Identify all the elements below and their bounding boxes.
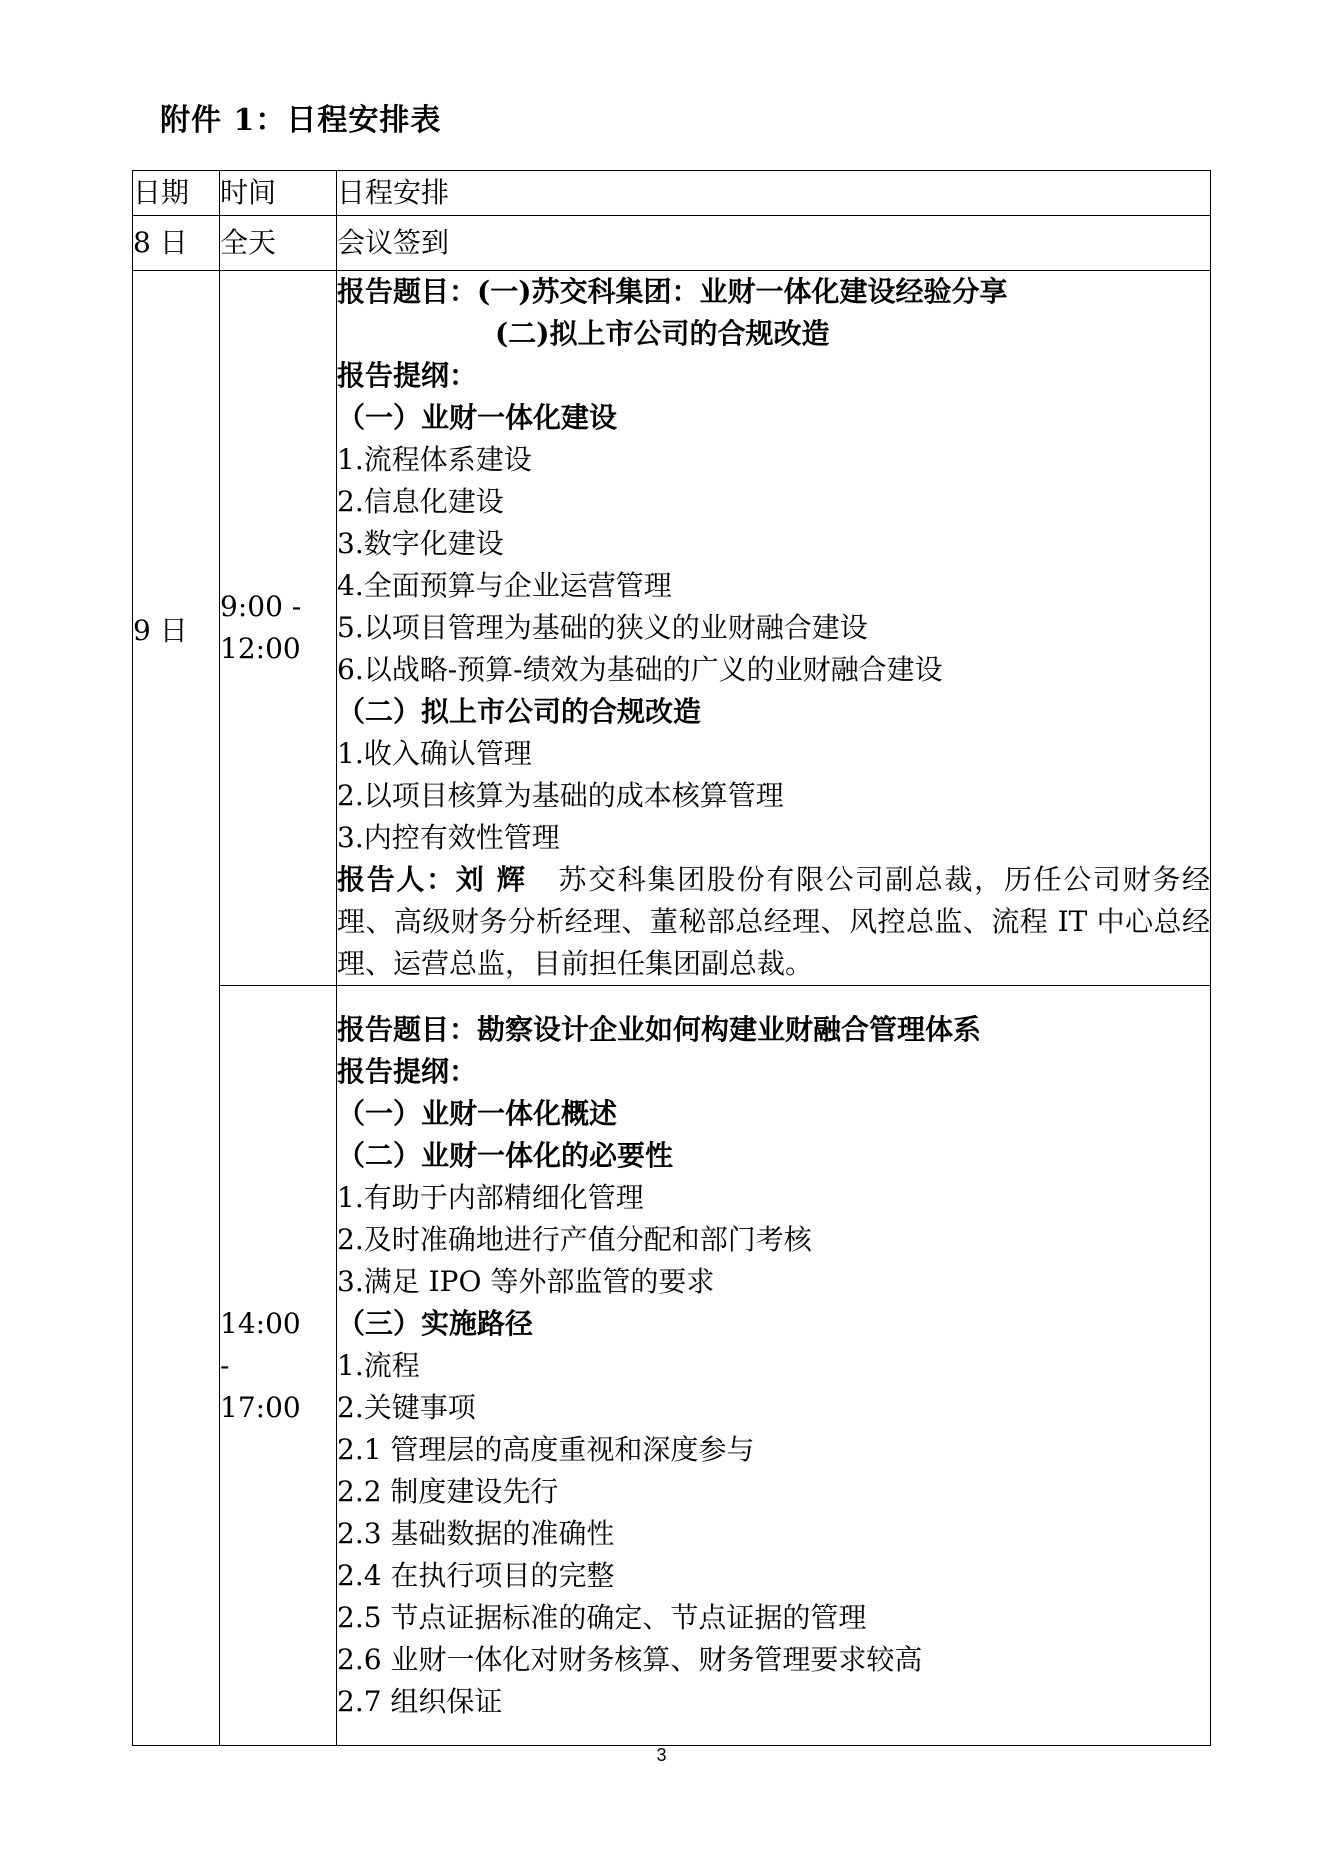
afternoon-section-3: （三）实施路径 xyxy=(337,1306,534,1340)
afternoon-outline-label: 报告提纲： xyxy=(337,1054,478,1088)
list-item: 2.4 在执行项目的完整 xyxy=(337,1558,615,1592)
list-item: 4.全面预算与企业运营管理 xyxy=(337,569,672,602)
table-row-day9-afternoon xyxy=(133,986,1211,1746)
header-schedule: 日程安排 xyxy=(337,171,1211,216)
morning-topic-2: (二)拟上市公司的合规改造 xyxy=(495,317,830,350)
day8-time: 全天 xyxy=(220,216,337,271)
morning-time-end: 12:00 xyxy=(220,632,301,665)
speaker-desc: 苏交科集团股份有限公司副总裁，历任公司财务经理、高级财务分析经理、董秘部总经理、风控总监、流程 IT 中心总经理、运营总监，目前担任集团副总裁。 xyxy=(337,863,1211,980)
day8-date: 8 日 xyxy=(133,216,220,271)
list-item: 6.以战略-预算-绩效为基础的广义的业财融合建设 xyxy=(337,653,943,686)
day9-date: 9 日 xyxy=(133,271,220,1746)
list-item: 2.3 基础数据的准确性 xyxy=(337,1516,615,1550)
afternoon-time-end: 17:00 xyxy=(220,1390,301,1424)
morning-section-2: （二）拟上市公司的合规改造 xyxy=(337,695,702,728)
list-item: 3.数字化建设 xyxy=(337,527,504,560)
page-number: 3 xyxy=(656,1745,667,1765)
list-item: 2.6 业财一体化对财务核算、财务管理要求较高 xyxy=(337,1642,923,1676)
day8-content: 会议签到 xyxy=(337,216,1211,271)
list-item: 1.有助于内部精细化管理 xyxy=(337,1180,644,1214)
list-item: 2.5 节点证据标准的确定、节点证据的管理 xyxy=(337,1600,867,1634)
list-item: 2.7 组织保证 xyxy=(337,1684,503,1718)
day9-afternoon-time xyxy=(220,986,337,1746)
list-item: 5.以项目管理为基础的狭义的业财融合建设 xyxy=(337,611,868,644)
morning-topic-line-1 xyxy=(337,271,1210,313)
list-item: 2.关键事项 xyxy=(337,1390,476,1424)
list-item: 1.流程体系建设 xyxy=(337,443,532,476)
header-date: 日期 xyxy=(133,171,220,216)
day9-afternoon-content xyxy=(337,986,1211,1746)
morning-section-1: （一）业财一体化建设 xyxy=(337,401,618,434)
page-title: 附件 1：日程安排表 xyxy=(160,103,442,138)
list-item: 1.流程 xyxy=(337,1348,420,1382)
list-item: 2.以项目核算为基础的成本核算管理 xyxy=(337,779,784,812)
afternoon-section-1: （一）业财一体化概述 xyxy=(337,1096,618,1130)
day9-morning-time xyxy=(220,271,337,986)
list-item: 1.收入确认管理 xyxy=(337,737,532,770)
topic-label: 报告题目： xyxy=(337,275,478,308)
speaker-label: 报告人：刘 辉 xyxy=(337,863,527,896)
afternoon-time-dash: - xyxy=(220,1348,230,1382)
topic-1: (一)苏交科集团：业财一体化建设经验分享 xyxy=(477,275,1008,308)
list-item: 2.及时准确地进行产值分配和部门考核 xyxy=(337,1222,812,1256)
table-row-day9-morning xyxy=(133,271,1211,986)
list-item: 3.内控有效性管理 xyxy=(337,821,560,854)
list-item: 2.2 制度建设先行 xyxy=(337,1474,559,1508)
afternoon-section-2: （二）业财一体化的必要性 xyxy=(337,1138,674,1172)
afternoon-topic: 报告题目：勘察设计企业如何构建业财融合管理体系 xyxy=(337,1012,982,1046)
list-item: 2.信息化建设 xyxy=(337,485,504,518)
speaker-info xyxy=(337,859,1210,985)
morning-outline-label: 报告提纲： xyxy=(337,359,478,392)
list-item: 3.满足 IPO 等外部监管的要求 xyxy=(337,1264,715,1298)
afternoon-time-start: 14:00 xyxy=(220,1306,301,1340)
morning-time-start: 9:00 - xyxy=(220,590,302,623)
table-header-row xyxy=(133,171,1211,216)
list-item: 2.1 管理层的高度重视和深度参与 xyxy=(337,1432,755,1466)
day9-morning-content xyxy=(337,271,1211,986)
header-time: 时间 xyxy=(220,171,337,216)
schedule-table xyxy=(132,170,1211,1746)
table-row-day8 xyxy=(133,216,1211,271)
